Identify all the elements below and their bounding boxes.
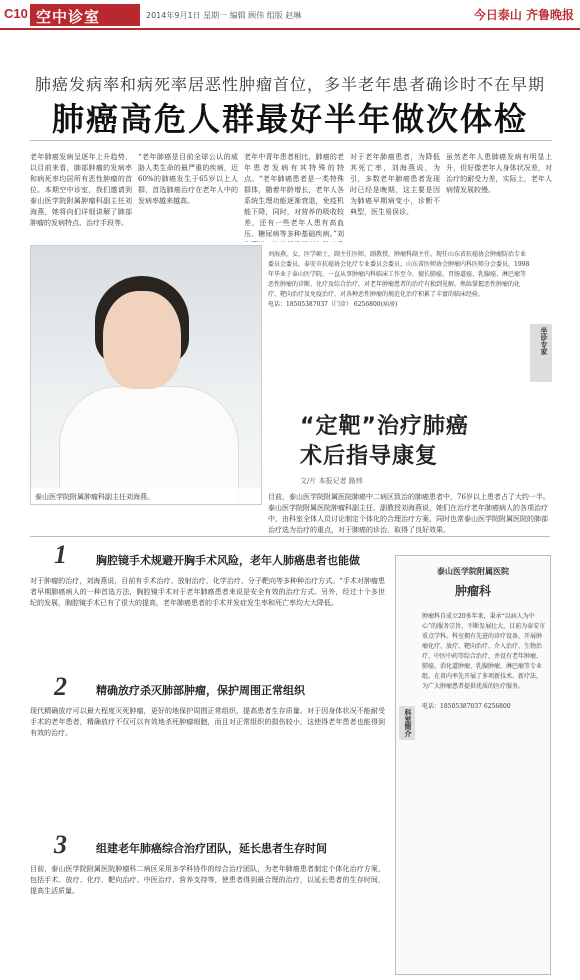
section-body: 对于肿瘤的治疗，刘海燕说，目前有手术治疗、放射治疗、化学治疗、分子靶向等多种种治疗方式。“手术对肿瘤患者早期肺癌病人的一种首选方法，胸腔镜手术对于老年肺癌患者来说是安全有效的治疗方式。另外，经过十个多世纪的发展，胸腔镜手术已有了很大的提高，老年肺癌患者的手术并发症发生率和死亡率均大大降低。 xyxy=(30,577,385,607)
feature-title-line1: “定靶”治疗肺癌 xyxy=(300,414,469,439)
section-heading: 胸腔镜手术规避开胸手术风险，老年人肺癌患者也能做 xyxy=(96,554,360,567)
face-shape xyxy=(103,291,181,389)
divider xyxy=(30,140,552,141)
sidebar-phone: 电话：18505387037 6256800 xyxy=(422,703,511,710)
subtitle: 肺癌发病率和病死率居恶性肿瘤首位，多半老年患者确诊时不在早期 xyxy=(34,75,545,94)
section-heading: 精确放疗杀灭肺部肿瘤，保护周围正常组织 xyxy=(96,684,305,697)
newspaper-logo: 今日泰山 齐鲁晚报 xyxy=(473,8,574,22)
intro-col-1: 老年肺癌发病呈逐年上升趋势，以目前来看，肺部肿瘤的发病率和病死率均居所有恶性肿瘤的首位。本期空中诊室，我们邀请到泰山医学院附属肿瘤科副主任刘海燕，她将向们详细讲解了肺部肿瘤的发病特点、治疗手段等。 xyxy=(30,153,132,227)
byline: 文/片 本报记者 路炜 xyxy=(300,477,363,485)
page-header xyxy=(0,0,580,30)
department-sidebar xyxy=(395,555,551,975)
section-number: 1 xyxy=(54,540,67,569)
section-number: 3 xyxy=(54,830,67,859)
sidebar-dept: 肿瘤科 xyxy=(454,584,491,598)
bio-text: 刘海燕，女，医学硕士，副主任医师，副教授，肿瘤科副主任。现任山东省抗癌协会肿瘤防治专业委员会委员，泰安市抗癌协会化疗专业委员会委员，山东省医师协会肿瘤内科医师分会委员。1998年毕业于泰山医学院，一直从事肿瘤内科临床工作至今。擅长肺癌、胃肠道癌、乳腺癌、淋巴瘤等恶性肿瘤的诊断、化疗及综合治疗，对老年肿瘤患者的治疗有独到见解。熟练掌握恶性肿瘤的化疗、靶向治疗及免疫治疗，对各种恶性肿瘤的规范化治疗积累了丰富的临床经验。 xyxy=(268,251,530,298)
sidebar-text xyxy=(422,612,546,712)
lead-paragraph: 目前，泰山医学院附属医院肺癌中二病区致治的肺癌患者中，76岁以上患者占了大约一半。泰山医学院附属医院肿瘤科副主任、副教授刘海燕说，她们在治疗老年肺癌病人的各项治疗中，由科室全体人员讨论制定个体化的合理治疗方案，同时也常泰山医学院附属医院的肺部治疗选为治疗的重点，对于肺癌的诊治，取得了良好效果。 xyxy=(268,493,550,534)
page-number: C10 xyxy=(4,6,28,21)
intro-col-3: 老年中青年患者相比，肺癌的老年患者发病有其特殊的特点。“老年肺癌患者是一类特殊群体，随着年龄增长，老年人各系统生理功能逐渐衰退，免疫机能下降，同时，对营养的吸收较差，还有一些老年人患有高血压、糖尿病等多种基础疾病。”刘 xyxy=(244,153,344,238)
photo-caption: 泰山医学院附属肿瘤科副主任刘海燕。 xyxy=(31,488,261,504)
issue-meta: 2014年9月1日 星期一 编辑 顾伟 组版 赵琳 xyxy=(146,11,302,20)
bio-contact: 电话：18505387037（门诊） 6256800(病房) xyxy=(268,301,398,308)
doctor-photo xyxy=(30,245,262,505)
section-number: 2 xyxy=(54,672,67,701)
section-body: 现代精确放疗可以最大程度灭死肿瘤，更好的地保护周围正常组织，提高患者生存质量。对于因身体状况不能耐受手术的老年患者，精确放疗不仅可以有效地杀死肿瘤细胞，而且对正常组织的损伤较小，这使得老年患者也能得到有效的治疗。 xyxy=(30,707,385,737)
section-body: 目前，泰山医学院附属医院肿瘤科二病区采用多学科协作的综合治疗团队，为老年肺癌患者制定个体化治疗方案，包括手术、放疗、化疗、靶向治疗、中医治疗、营养支持等，使患者得到最合理的治疗，以延长患者的生存时间，提高生活质量。 xyxy=(30,865,385,895)
doctor-bio xyxy=(268,250,530,310)
section-title: 空中诊室 xyxy=(30,4,140,26)
expert-badge: 坐诊专家 xyxy=(530,324,552,382)
intro-col-2: “老年肺癌是目前全球公认的威胁人类生命的最严重的疾病，近60%的肺癌发生于65岁以上人群，首选肺癌治疗在老年人中的发病率越来越高。 xyxy=(138,153,238,205)
feature-title xyxy=(300,412,469,472)
intro-col-5: 虽然老年人患肺癌发病有明显上升，但好像老年人身体状况差，对治疗的耐受力差，实际上，老年人病情发展较慢。 xyxy=(446,153,552,194)
sidebar-org: 泰山医学院附属医院 xyxy=(437,567,509,576)
divider xyxy=(30,536,550,537)
sidebar-body: 肿瘤科自成立20多年来，秉承“以病人为中心”的服务宗旨，不断发展壮大，目前为泰安市重点学科。科室拥有先进的诊疗设备，开展肿瘤化疗、放疗、靶向治疗、介入治疗、生物治疗、中医中药等综合治疗，并设有老年肿瘤、肺癌、消化道肿瘤、乳腺肿瘤、淋巴瘤等专业组。在省内率先开展了多项新技术、新疗法，为广大肿瘤患者提供优质的医疗服务。 xyxy=(422,613,546,690)
intro-col-4: 对于老年肺癌患者，为降低其死亡率，刘海燕说，为引，多数老年肺癌患者发现时已经是晚期，这主要是因为肺癌早期病变小，诊断不典型，医生易误诊。 xyxy=(350,153,440,216)
section-heading: 组建老年肺癌综合治疗团队，延长患者生存时间 xyxy=(96,842,327,855)
headline: 肺癌高危人群最好半年做次体检 xyxy=(51,100,528,138)
feature-title-line2: 术后指导康复 xyxy=(300,444,439,469)
sidebar-label: 科室简介 xyxy=(399,706,415,740)
